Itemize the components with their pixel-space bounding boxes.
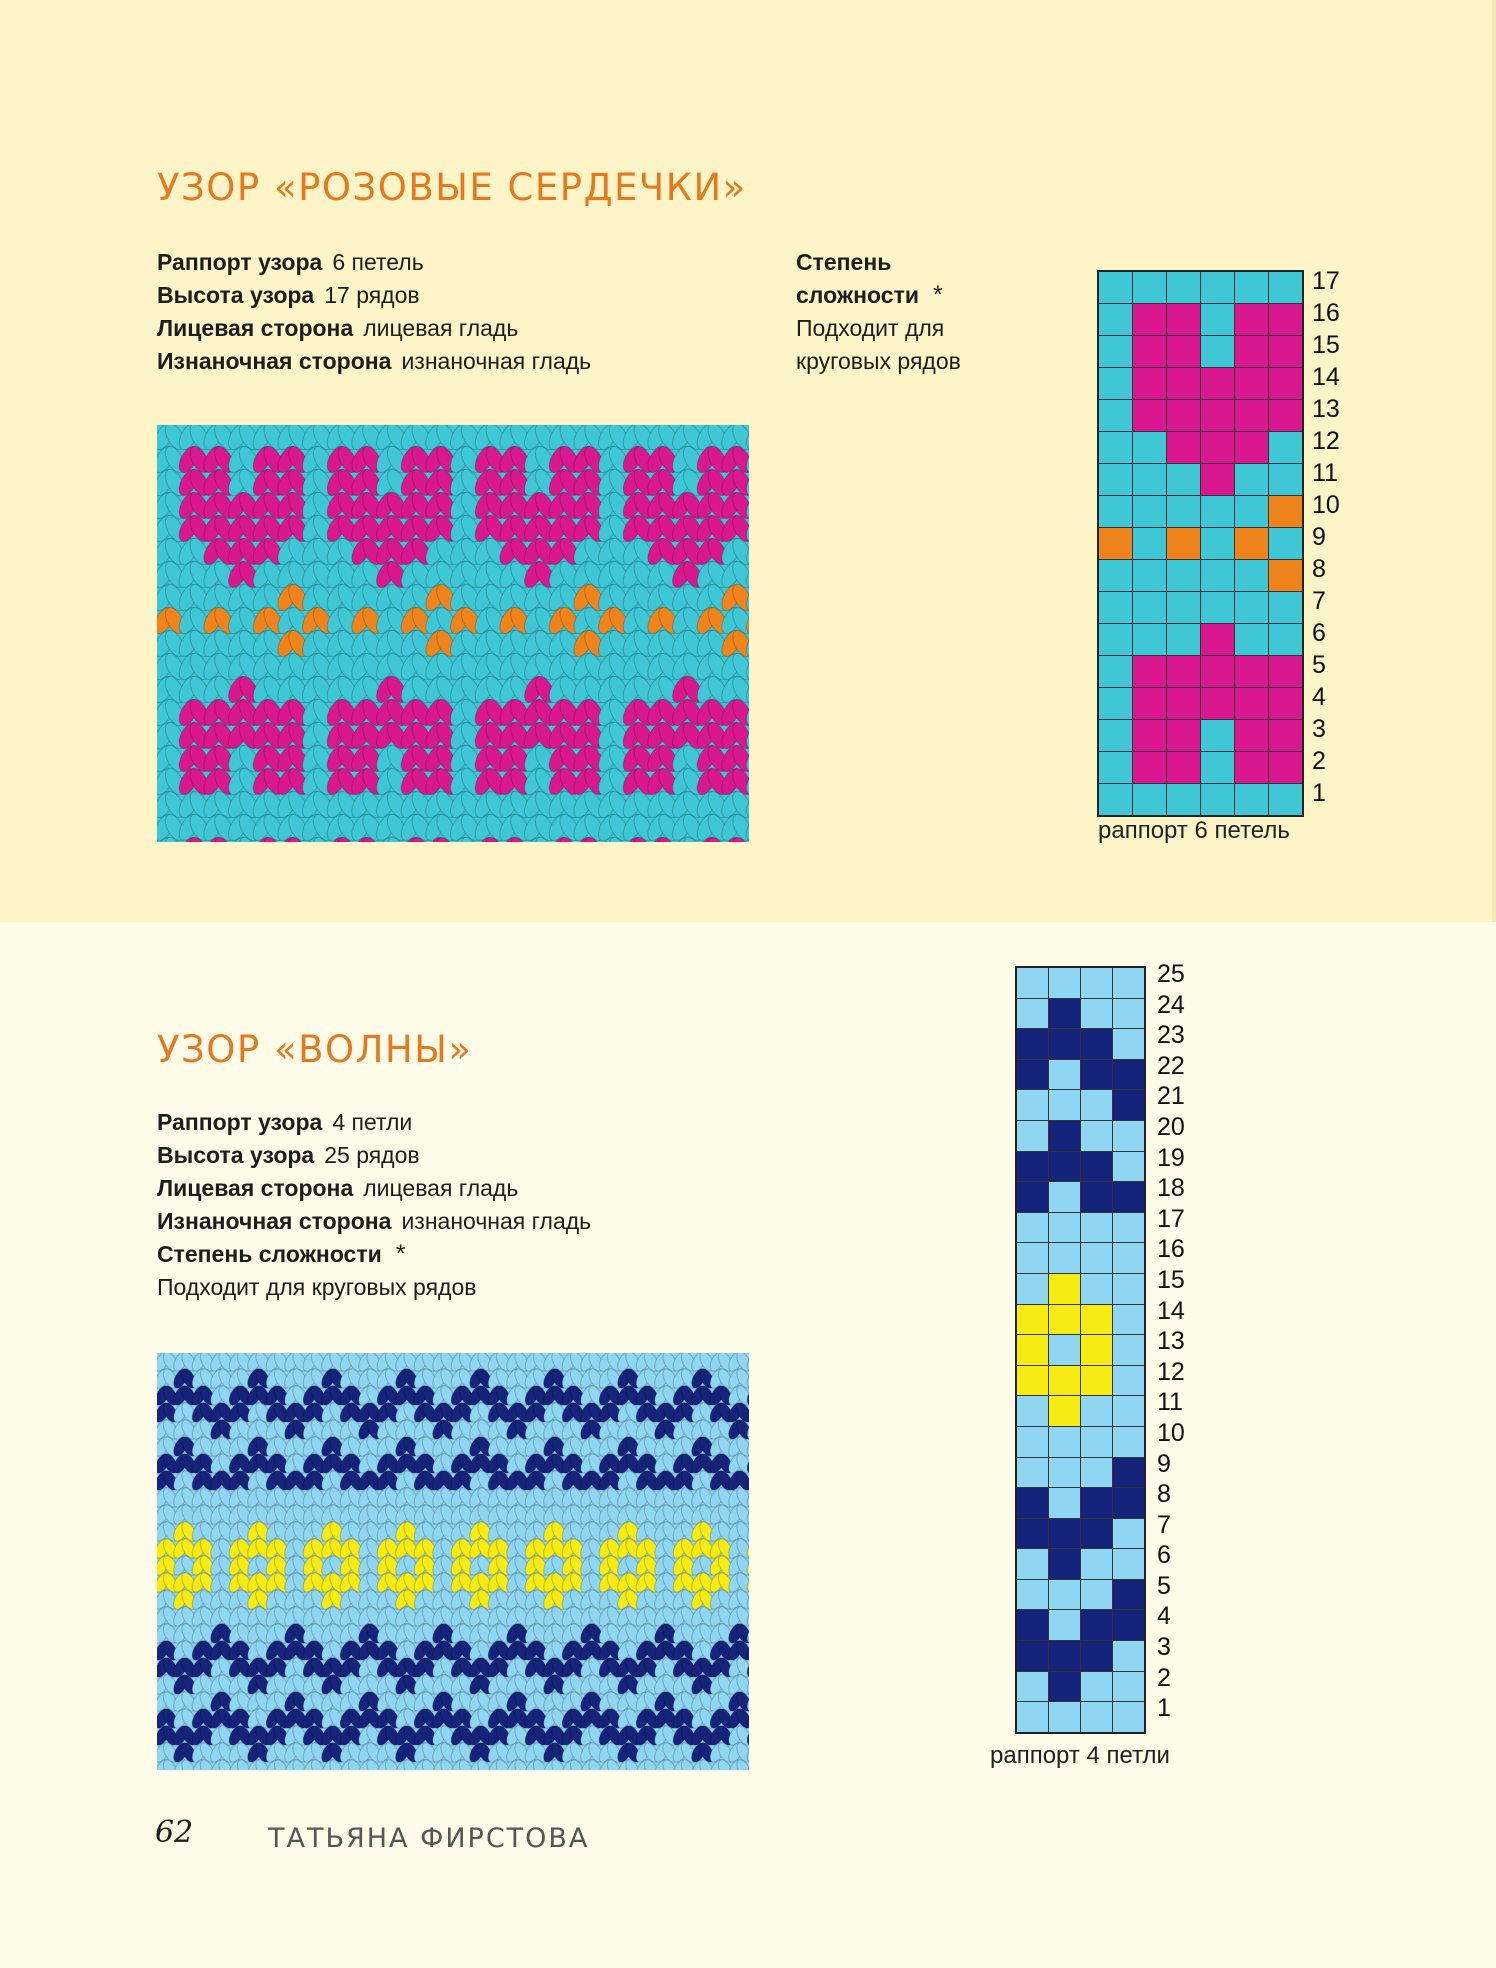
- prop-value: изнаночная гладь: [401, 348, 592, 374]
- chart-cell: [1099, 528, 1132, 559]
- chart-cell: [1201, 336, 1234, 367]
- prop-label: Раппорт узора: [157, 1109, 323, 1135]
- prop-label: Изнаночная сторона: [157, 1208, 392, 1234]
- chart-cell: [1049, 1243, 1080, 1273]
- pattern1-title: УЗОР «РОЗОВЫЕ СЕРДЕЧКИ»: [157, 166, 747, 209]
- row-number: 8: [1157, 1480, 1171, 1509]
- chart-cell: [1269, 400, 1302, 431]
- author-name: ТАТЬЯНА ФИРСТОВА: [268, 1823, 590, 1854]
- chart-cell: [1235, 592, 1268, 623]
- chart-cell: [1081, 1488, 1112, 1518]
- chart-cell: [1081, 1519, 1112, 1549]
- chart-cell: [1081, 1549, 1112, 1579]
- row-number: 13: [1312, 395, 1340, 423]
- hearts-knit-illustration: [157, 425, 749, 842]
- chart-cell: [1081, 1672, 1112, 1702]
- chart-cell: [1081, 1641, 1112, 1671]
- row-number: 6: [1312, 619, 1326, 647]
- chart-cell: [1081, 1580, 1112, 1610]
- chart-cell: [1235, 656, 1268, 687]
- chart-cell: [1099, 336, 1132, 367]
- row-number: 8: [1312, 555, 1326, 583]
- chart-cell: [1269, 304, 1302, 335]
- page-fold: [1492, 0, 1496, 922]
- pattern2-prop-front: [157, 1172, 591, 1205]
- row-number: 1: [1157, 1694, 1171, 1723]
- chart-cell: [1133, 400, 1166, 431]
- chart-cell: [1049, 1090, 1080, 1120]
- row-number: 22: [1157, 1051, 1185, 1080]
- chart-cell: [1113, 1335, 1144, 1365]
- chart-cell: [1049, 1641, 1080, 1671]
- pattern1-prop-front: [157, 312, 591, 345]
- chart-cell: [1235, 336, 1268, 367]
- chart-cell: [1269, 688, 1302, 719]
- chart-cell: [1167, 784, 1200, 815]
- chart-cell: [1133, 624, 1166, 655]
- chart-cell: [1049, 1458, 1080, 1488]
- prop-label: Высота узора: [157, 1142, 315, 1168]
- chart-cell: [1099, 560, 1132, 591]
- page-number: 62: [155, 1815, 194, 1850]
- chart-cell: [1201, 400, 1234, 431]
- chart-cell: [1201, 368, 1234, 399]
- chart-cell: [1049, 999, 1080, 1029]
- row-number: 2: [1312, 747, 1326, 775]
- row-number: 24: [1157, 990, 1185, 1019]
- chart-cell: [1113, 1641, 1144, 1671]
- chart-cell: [1017, 1610, 1048, 1640]
- hearts-knit-photo: [157, 425, 749, 842]
- prop-label: Раппорт узора: [157, 249, 323, 275]
- chart-cell: [1049, 1274, 1080, 1304]
- chart-cell: [1113, 1580, 1144, 1610]
- row-number: 25: [1157, 960, 1185, 988]
- chart-cell: [1081, 1090, 1112, 1120]
- chart-cell: [1049, 1610, 1080, 1640]
- pattern2-note: Подходит для круговых рядов: [157, 1274, 477, 1300]
- chart-cell: [1167, 752, 1200, 783]
- chart-cell: [1017, 1702, 1048, 1732]
- chart-cell: [1269, 368, 1302, 399]
- hearts-chart-grid: [1097, 270, 1304, 817]
- chart-cell: [1167, 688, 1200, 719]
- chart-cell: [1133, 784, 1166, 815]
- row-number: 15: [1312, 331, 1340, 359]
- chart-cell: [1235, 720, 1268, 751]
- chart-cell: [1017, 1029, 1048, 1059]
- row-number: 15: [1157, 1265, 1185, 1294]
- chart-cell: [1017, 1243, 1048, 1273]
- chart-cell: [1113, 1213, 1144, 1243]
- chart-cell: [1167, 720, 1200, 751]
- chart-cell: [1017, 1213, 1048, 1243]
- chart-cell: [1113, 999, 1144, 1029]
- chart-cell: [1113, 1488, 1144, 1518]
- row-number: 19: [1157, 1143, 1185, 1172]
- difficulty-star: *: [933, 281, 943, 309]
- chart-cell: [1081, 1366, 1112, 1396]
- chart-cell: [1269, 336, 1302, 367]
- pattern1-prop-back: [157, 345, 591, 378]
- chart-cell: [1017, 1274, 1048, 1304]
- row-number: 17: [1157, 1204, 1185, 1233]
- chart-cell: [1081, 1427, 1112, 1457]
- chart-cell: [1167, 656, 1200, 687]
- prop-label: Лицевая сторона: [157, 315, 354, 341]
- chart-cell: [1049, 1427, 1080, 1457]
- chart-cell: [1167, 272, 1200, 303]
- chart-cell: [1167, 464, 1200, 495]
- chart-cell: [1167, 304, 1200, 335]
- chart-cell: [1113, 1702, 1144, 1732]
- chart-cell: [1133, 272, 1166, 303]
- chart-cell: [1099, 368, 1132, 399]
- chart-cell: [1167, 432, 1200, 463]
- chart-cell: [1133, 720, 1166, 751]
- row-number: 11: [1312, 459, 1338, 487]
- chart-cell: [1049, 1519, 1080, 1549]
- row-number: 18: [1157, 1174, 1185, 1203]
- row-number: 7: [1157, 1510, 1171, 1539]
- pattern2-prop-height: [157, 1139, 591, 1172]
- row-number: 5: [1312, 651, 1326, 679]
- pattern2-props: [157, 1106, 591, 1304]
- chart-cell: [1269, 272, 1302, 303]
- prop-label: Степень сложности: [157, 1241, 382, 1267]
- chart-cell: [1049, 1396, 1080, 1426]
- chart-cell: [1049, 1029, 1080, 1059]
- chart-cell: [1099, 624, 1132, 655]
- chart-cell: [1081, 1274, 1112, 1304]
- chart-cell: [1133, 592, 1166, 623]
- chart-cell: [1099, 784, 1132, 815]
- chart-cell: [1133, 496, 1166, 527]
- chart-cell: [1081, 1152, 1112, 1182]
- chart-cell: [1269, 528, 1302, 559]
- chart-cell: [1099, 752, 1132, 783]
- chart-cell: [1017, 1182, 1048, 1212]
- chart-cell: [1113, 1458, 1144, 1488]
- chart-cell: [1133, 368, 1166, 399]
- chart-cell: [1113, 1366, 1144, 1396]
- hearts-chart-caption: раппорт 6 петель: [1098, 817, 1290, 844]
- chart-cell: [1269, 464, 1302, 495]
- row-number: 14: [1157, 1296, 1185, 1325]
- chart-cell: [1113, 1121, 1144, 1151]
- chart-cell: [1081, 1243, 1112, 1273]
- chart-cell: [1269, 432, 1302, 463]
- row-number: 6: [1157, 1541, 1171, 1570]
- chart-cell: [1017, 1519, 1048, 1549]
- chart-cell: [1167, 336, 1200, 367]
- prop-value: 4 петли: [332, 1109, 413, 1135]
- chart-cell: [1081, 1396, 1112, 1426]
- pattern2-prop-difficulty: [157, 1238, 591, 1271]
- chart-cell: [1113, 1152, 1144, 1182]
- chart-cell: [1269, 656, 1302, 687]
- chart-cell: [1017, 1335, 1048, 1365]
- row-number: 12: [1157, 1357, 1185, 1386]
- row-number: 12: [1312, 427, 1340, 455]
- chart-cell: [1017, 1366, 1048, 1396]
- chart-cell: [1269, 720, 1302, 751]
- chart-cell: [1081, 1029, 1112, 1059]
- chart-cell: [1081, 1060, 1112, 1090]
- chart-cell: [1235, 784, 1268, 815]
- chart-cell: [1049, 1366, 1080, 1396]
- row-number: 9: [1312, 523, 1326, 551]
- note-1: Подходит для: [796, 315, 945, 341]
- chart-cell: [1269, 784, 1302, 815]
- chart-cell: [1201, 560, 1234, 591]
- prop-label: Изнаночная сторона: [157, 348, 392, 374]
- chart-cell: [1113, 1396, 1144, 1426]
- row-number: 1: [1312, 779, 1326, 807]
- note-2: круговых рядов: [796, 348, 961, 374]
- chart-cell: [1113, 1060, 1144, 1090]
- chart-cell: [1049, 1335, 1080, 1365]
- chart-cell: [1269, 560, 1302, 591]
- chart-cell: [1133, 752, 1166, 783]
- chart-cell: [1049, 1305, 1080, 1335]
- pattern1-props: [157, 246, 591, 378]
- chart-cell: [1017, 1305, 1048, 1335]
- chart-cell: [1235, 528, 1268, 559]
- chart-cell: [1017, 999, 1048, 1029]
- chart-cell: [1113, 1519, 1144, 1549]
- row-number: 3: [1312, 715, 1326, 743]
- row-number: 20: [1157, 1112, 1185, 1141]
- row-number: 4: [1312, 683, 1326, 711]
- chart-cell: [1201, 592, 1234, 623]
- chart-cell: [1167, 592, 1200, 623]
- chart-cell: [1235, 464, 1268, 495]
- chart-cell: [1017, 968, 1048, 998]
- chart-cell: [1099, 432, 1132, 463]
- chart-cell: [1099, 464, 1132, 495]
- chart-cell: [1049, 1702, 1080, 1732]
- chart-cell: [1099, 304, 1132, 335]
- row-number: 21: [1157, 1082, 1185, 1111]
- chart-cell: [1235, 400, 1268, 431]
- prop-value: 25 рядов: [324, 1142, 420, 1168]
- waves-knit-photo: [157, 1353, 749, 1770]
- hearts-chart: [1097, 270, 1304, 817]
- chart-cell: [1049, 1121, 1080, 1151]
- chart-cell: [1167, 368, 1200, 399]
- row-number: 10: [1157, 1418, 1185, 1447]
- row-number: 5: [1157, 1571, 1171, 1600]
- chart-cell: [1017, 1458, 1048, 1488]
- chart-cell: [1133, 336, 1166, 367]
- chart-cell: [1081, 1182, 1112, 1212]
- chart-cell: [1201, 688, 1234, 719]
- prop-label: Высота узора: [157, 282, 315, 308]
- chart-cell: [1049, 968, 1080, 998]
- chart-cell: [1017, 1488, 1048, 1518]
- chart-cell: [1099, 592, 1132, 623]
- row-number: 11: [1157, 1388, 1183, 1417]
- pattern1-prop-rapport: [157, 246, 591, 279]
- chart-cell: [1099, 400, 1132, 431]
- row-number: 16: [1157, 1235, 1185, 1264]
- chart-cell: [1201, 752, 1234, 783]
- waves-chart-row-numbers: [1157, 959, 1185, 1724]
- difficulty-star: *: [395, 1240, 406, 1268]
- chart-cell: [1049, 1488, 1080, 1518]
- chart-cell: [1017, 1090, 1048, 1120]
- chart-cell: [1081, 999, 1112, 1029]
- chart-cell: [1235, 496, 1268, 527]
- chart-cell: [1049, 1580, 1080, 1610]
- chart-cell: [1133, 464, 1166, 495]
- chart-cell: [1235, 368, 1268, 399]
- prop-value: 17 рядов: [324, 282, 420, 308]
- prop-label: Лицевая сторона: [157, 1175, 354, 1201]
- difficulty-label-1: Степень: [796, 249, 892, 275]
- chart-cell: [1201, 432, 1234, 463]
- chart-cell: [1167, 400, 1200, 431]
- chart-cell: [1167, 528, 1200, 559]
- chart-cell: [1133, 656, 1166, 687]
- chart-cell: [1201, 720, 1234, 751]
- chart-cell: [1017, 1427, 1048, 1457]
- chart-cell: [1081, 1121, 1112, 1151]
- chart-cell: [1201, 496, 1234, 527]
- chart-cell: [1235, 272, 1268, 303]
- chart-cell: [1201, 272, 1234, 303]
- chart-cell: [1269, 592, 1302, 623]
- row-number: 17: [1312, 267, 1340, 295]
- pattern1-difficulty: [796, 246, 961, 378]
- difficulty-label-2: сложности: [796, 282, 919, 308]
- prop-value: изнаночная гладь: [401, 1208, 592, 1234]
- chart-cell: [1201, 304, 1234, 335]
- row-number: 3: [1157, 1633, 1171, 1662]
- chart-cell: [1113, 1427, 1144, 1457]
- chart-cell: [1113, 1090, 1144, 1120]
- chart-cell: [1133, 528, 1166, 559]
- chart-cell: [1113, 1610, 1144, 1640]
- chart-cell: [1017, 1152, 1048, 1182]
- row-number: 16: [1312, 299, 1340, 327]
- row-number: 9: [1157, 1449, 1171, 1478]
- chart-cell: [1081, 1305, 1112, 1335]
- chart-cell: [1081, 968, 1112, 998]
- chart-cell: [1269, 624, 1302, 655]
- chart-cell: [1235, 752, 1268, 783]
- chart-cell: [1113, 1243, 1144, 1273]
- chart-cell: [1099, 496, 1132, 527]
- chart-cell: [1133, 688, 1166, 719]
- waves-chart-grid: [1015, 966, 1146, 1734]
- chart-cell: [1017, 1121, 1048, 1151]
- pattern2-title: УЗОР «ВОЛНЫ»: [157, 1028, 473, 1071]
- chart-cell: [1099, 688, 1132, 719]
- chart-cell: [1113, 968, 1144, 998]
- chart-cell: [1017, 1549, 1048, 1579]
- chart-cell: [1201, 624, 1234, 655]
- chart-cell: [1201, 784, 1234, 815]
- chart-cell: [1017, 1060, 1048, 1090]
- chart-cell: [1099, 272, 1132, 303]
- pattern2-prop-back: [157, 1205, 591, 1238]
- prop-value: лицевая гладь: [363, 1175, 519, 1201]
- prop-value: 6 петель: [332, 249, 424, 275]
- chart-cell: [1049, 1213, 1080, 1243]
- chart-cell: [1235, 688, 1268, 719]
- chart-cell: [1269, 496, 1302, 527]
- chart-cell: [1081, 1458, 1112, 1488]
- chart-cell: [1269, 752, 1302, 783]
- row-number: 14: [1312, 363, 1340, 391]
- chart-cell: [1049, 1672, 1080, 1702]
- waves-chart: [1015, 966, 1146, 1734]
- waves-knit-illustration: [157, 1353, 749, 1770]
- chart-cell: [1017, 1396, 1048, 1426]
- row-number: 7: [1312, 587, 1326, 615]
- chart-cell: [1099, 656, 1132, 687]
- pattern1-prop-height: [157, 279, 591, 312]
- chart-cell: [1133, 304, 1166, 335]
- chart-cell: [1235, 560, 1268, 591]
- chart-cell: [1017, 1580, 1048, 1610]
- chart-cell: [1133, 560, 1166, 591]
- chart-cell: [1113, 1549, 1144, 1579]
- pattern2-prop-rapport: [157, 1106, 591, 1139]
- chart-cell: [1049, 1152, 1080, 1182]
- waves-chart-caption: раппорт 4 петли: [990, 1742, 1170, 1769]
- chart-cell: [1201, 656, 1234, 687]
- row-number: 10: [1312, 491, 1340, 519]
- chart-cell: [1081, 1610, 1112, 1640]
- chart-cell: [1081, 1213, 1112, 1243]
- prop-value: лицевая гладь: [363, 315, 519, 341]
- difficulty-row: [796, 279, 961, 312]
- row-number: 13: [1157, 1327, 1185, 1356]
- hearts-chart-row-numbers: [1312, 265, 1340, 809]
- chart-cell: [1133, 432, 1166, 463]
- chart-cell: [1113, 1029, 1144, 1059]
- chart-cell: [1201, 464, 1234, 495]
- chart-cell: [1113, 1182, 1144, 1212]
- chart-cell: [1017, 1672, 1048, 1702]
- row-number: 2: [1157, 1663, 1171, 1692]
- chart-cell: [1099, 720, 1132, 751]
- row-number: 23: [1157, 1021, 1185, 1050]
- chart-cell: [1235, 624, 1268, 655]
- chart-cell: [1201, 528, 1234, 559]
- chart-cell: [1113, 1672, 1144, 1702]
- chart-cell: [1049, 1060, 1080, 1090]
- chart-cell: [1113, 1305, 1144, 1335]
- chart-cell: [1081, 1702, 1112, 1732]
- chart-cell: [1049, 1549, 1080, 1579]
- chart-cell: [1167, 624, 1200, 655]
- chart-cell: [1167, 496, 1200, 527]
- chart-cell: [1017, 1641, 1048, 1671]
- row-number: 4: [1157, 1602, 1171, 1631]
- chart-cell: [1235, 432, 1268, 463]
- chart-cell: [1049, 1182, 1080, 1212]
- chart-cell: [1081, 1335, 1112, 1365]
- chart-cell: [1167, 560, 1200, 591]
- chart-cell: [1113, 1274, 1144, 1304]
- chart-cell: [1235, 304, 1268, 335]
